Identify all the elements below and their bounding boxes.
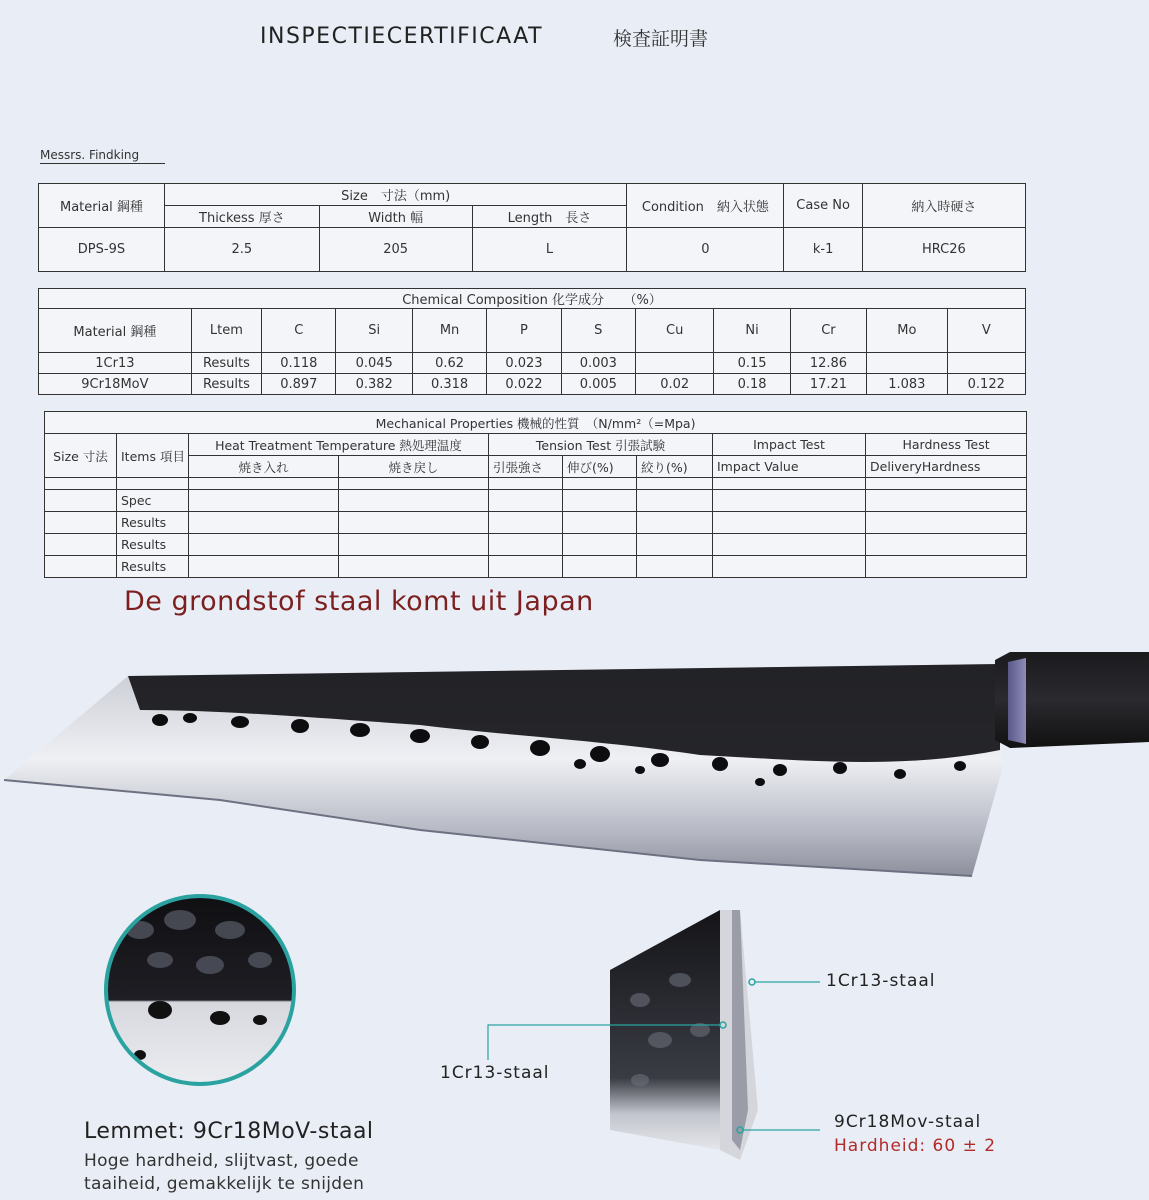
material-header: Material 鋼種 bbox=[39, 184, 165, 228]
temper-header: 焼き戻し bbox=[339, 456, 489, 478]
hardness-test-header: Hardness Test bbox=[866, 434, 1027, 456]
width-value: 205 bbox=[319, 228, 472, 272]
chem-cell: 1Cr13 bbox=[39, 353, 192, 374]
chem-cell: 0.118 bbox=[262, 353, 336, 374]
chem-cell: 0.18 bbox=[714, 374, 790, 395]
tension-test-header: Tension Test 引張試験 bbox=[489, 434, 713, 456]
chem-cell: 9Cr18MoV bbox=[39, 374, 192, 395]
certificate-title-jp: 検査証明書 bbox=[613, 28, 709, 50]
case-no-header: Case No bbox=[784, 184, 862, 228]
width-header: Width 幅 bbox=[319, 206, 472, 228]
items-col-header: Items 項目 bbox=[117, 434, 189, 478]
chemical-table-title: Chemical Composition 化学成分 （%） bbox=[39, 289, 1026, 309]
impact-test-header: Impact Test bbox=[713, 434, 866, 456]
callout-outer-layer-right: 1Cr13-staal bbox=[826, 971, 936, 991]
mech-item-label: Results bbox=[117, 512, 189, 534]
chem-cell: 0.318 bbox=[412, 374, 486, 395]
size-col-header: Size 寸法 bbox=[45, 434, 117, 478]
mech-item-label: Results bbox=[117, 556, 189, 578]
chem-cell: Results bbox=[191, 374, 261, 395]
tensile-strength-header: 引張強さ bbox=[489, 456, 563, 478]
chem-cell: 12.86 bbox=[790, 353, 866, 374]
callout-outer-layer-left: 1Cr13-staal bbox=[440, 1063, 550, 1083]
mech-item-label: Spec bbox=[117, 490, 189, 512]
chem-header-cell: Ltem bbox=[191, 309, 261, 353]
chem-cell: 0.005 bbox=[561, 374, 635, 395]
chem-header-cell: C bbox=[262, 309, 336, 353]
elongation-header: 伸び(%) bbox=[563, 456, 637, 478]
case-no-value: k-1 bbox=[784, 228, 862, 272]
blade-description bbox=[84, 1150, 444, 1196]
chem-cell: 0.023 bbox=[487, 353, 561, 374]
length-header: Length 長さ bbox=[472, 206, 627, 228]
chem-header-cell: S bbox=[561, 309, 635, 353]
condition-header: Condition 納入状態 bbox=[627, 184, 784, 228]
chem-cell: 0.382 bbox=[336, 374, 412, 395]
mechanical-table-title: Mechanical Properties 機械的性質 （N/mm²（=Mpa) bbox=[45, 412, 1027, 434]
hardness-value: HRC26 bbox=[862, 228, 1025, 272]
chem-cell: Results bbox=[191, 353, 261, 374]
quench-header: 焼き入れ bbox=[189, 456, 339, 478]
chem-cell: 0.15 bbox=[714, 353, 790, 374]
chem-cell: 0.897 bbox=[262, 374, 336, 395]
chem-cell: 0.02 bbox=[635, 374, 713, 395]
callout-core-layer: 9Cr18Mov-staal bbox=[834, 1112, 982, 1132]
chem-cell: 17.21 bbox=[790, 374, 866, 395]
length-value: L bbox=[472, 228, 627, 272]
chem-cell: 0.122 bbox=[947, 374, 1025, 395]
material-value: DPS-9S bbox=[39, 228, 165, 272]
impact-value-header: Impact Value bbox=[713, 456, 866, 478]
callout-hardness: Hardheid: 60 ± 2 bbox=[834, 1136, 997, 1156]
heat-treatment-header: Heat Treatment Temperature 熱処理温度 bbox=[189, 434, 489, 456]
chem-header-cell: Mo bbox=[867, 309, 947, 353]
chem-cell: 0.62 bbox=[412, 353, 486, 374]
blade-desc-line2: taaiheid, gemakkelijk te snijden bbox=[84, 1174, 365, 1194]
reduction-header: 絞り(%) bbox=[637, 456, 713, 478]
thickness-value: 2.5 bbox=[164, 228, 319, 272]
certificate-title: INSPECTIECERTIFICAAT bbox=[260, 24, 544, 49]
size-header: Size 寸法（mm) bbox=[164, 184, 627, 206]
delivery-hardness-header: 納入時硬さ bbox=[862, 184, 1025, 228]
chem-cell: 0.003 bbox=[561, 353, 635, 374]
chem-header-cell: Si bbox=[336, 309, 412, 353]
thickness-header: Thickess 厚さ bbox=[164, 206, 319, 228]
chem-header-cell: Ni bbox=[714, 309, 790, 353]
chem-cell: 1.083 bbox=[867, 374, 947, 395]
blade-desc-line1: Hoge hardheid, slijtvast, goede bbox=[84, 1151, 359, 1171]
chem-header-cell: Material 鋼種 bbox=[39, 309, 192, 353]
chem-cell: 0.022 bbox=[487, 374, 561, 395]
origin-heading: De grondstof staal komt uit Japan bbox=[124, 586, 594, 617]
messrs-label: Messrs. Findking bbox=[40, 148, 165, 164]
chem-header-cell: P bbox=[487, 309, 561, 353]
chem-header-cell: V bbox=[947, 309, 1025, 353]
chem-cell: 0.045 bbox=[336, 353, 412, 374]
delivery-hardness-header: DeliveryHardness bbox=[866, 456, 1027, 478]
blade-title: Lemmet: 9Cr18MoV-staal bbox=[84, 1119, 374, 1144]
condition-value: 0 bbox=[627, 228, 784, 272]
mech-item-label: Results bbox=[117, 534, 189, 556]
chem-header-cell: Cu bbox=[635, 309, 713, 353]
chem-header-cell: Cr bbox=[790, 309, 866, 353]
chem-header-cell: Mn bbox=[412, 309, 486, 353]
